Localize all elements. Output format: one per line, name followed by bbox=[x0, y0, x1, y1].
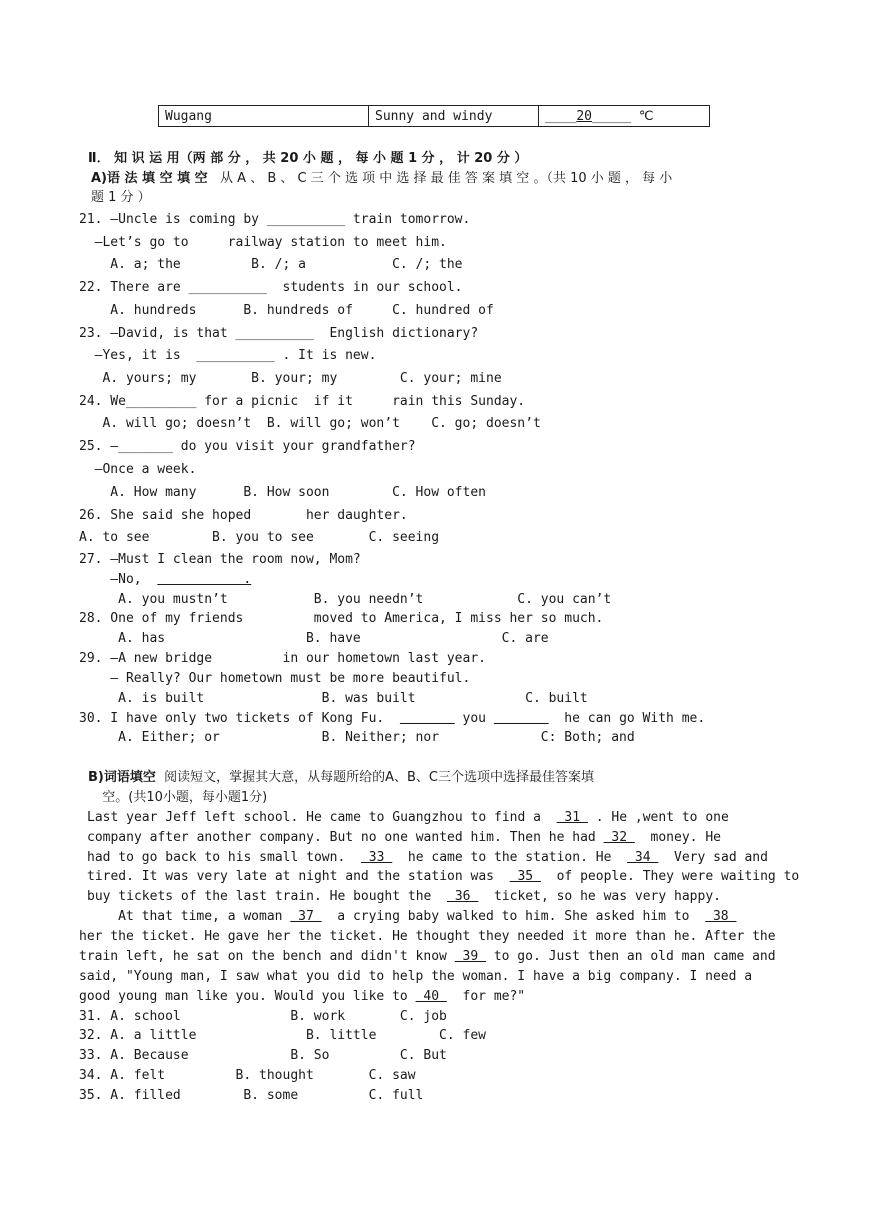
option-line-32: 32. A. a little B. little C. few bbox=[79, 1028, 486, 1043]
question-28: 28. One of my friends moved to America, I miss her so much. bbox=[79, 611, 604, 626]
temperature-cell: ____20_____ ℃ bbox=[539, 106, 710, 127]
blank-31: 31 bbox=[556, 810, 588, 825]
question-27: 27. —Must I clean the room now, Mom? bbox=[79, 552, 361, 567]
answer-blank: . bbox=[157, 572, 252, 587]
question-22: 22. There are __________ students in our school. bbox=[79, 280, 463, 295]
question-21: 21. —Uncle is coming by __________ train tomorrow. bbox=[79, 212, 471, 227]
question-25-options: A. How many B. How soon C. How often bbox=[79, 485, 486, 500]
question-28-options: A. has B. have C. are bbox=[79, 631, 549, 646]
question-27-options: A. you mustn’t B. you needn’t C. you can’t bbox=[79, 592, 612, 607]
question-26-options: A. to see B. you to see C. seeing bbox=[79, 530, 440, 545]
passage-line: At that time, a woman 37 a crying baby walked to him. She asked him to 38 bbox=[79, 909, 737, 924]
question-21-reply: —Let’s go to railway station to meet him. bbox=[79, 235, 447, 250]
question-24: 24. We_________ for a picnic if it rain this Sunday. bbox=[79, 394, 526, 409]
blank-36: 36 bbox=[447, 889, 479, 904]
passage-line: good young man like you. Would you like to 40 for me?" bbox=[79, 989, 526, 1004]
option-line-34: 34. A. felt B. thought C. saw bbox=[79, 1068, 416, 1083]
question-29-options: A. is built B. was built C. built bbox=[79, 691, 588, 706]
question-25: 25. —_______ do you visit your grandfather? bbox=[79, 439, 416, 454]
question-22-options: A. hundreds B. hundreds of C. hundred of bbox=[79, 303, 494, 318]
question-23-reply: —Yes, it is __________ . It is new. bbox=[79, 348, 377, 363]
blank-35: 35 bbox=[509, 869, 541, 884]
passage-line: train left, he sat on the bench and didn't know 39 to go. Just then an old man came and bbox=[79, 949, 776, 964]
passage-line: company after another company. But no one wanted him. Then he had 32 money. He bbox=[87, 830, 721, 845]
option-line-35: 35. A. filled B. some C. full bbox=[79, 1088, 424, 1103]
question-26: 26. She said she hoped her daughter. bbox=[79, 508, 408, 523]
section-b-instruction-cont: 空。(共10小题，每小题1分) bbox=[94, 790, 268, 805]
city-cell: Wugang bbox=[159, 106, 369, 127]
question-27-reply: —No, . bbox=[79, 572, 252, 587]
question-30-options: A. Either; or B. Neither; nor C: Both; and bbox=[79, 730, 635, 745]
option-line-31: 31. A. school B. work C. job bbox=[79, 1009, 447, 1024]
blank-39: 39 bbox=[454, 949, 486, 964]
weather-cell: Sunny and windy bbox=[369, 106, 539, 127]
question-29-reply: — Really? Our hometown must be more beautiful. bbox=[79, 671, 471, 686]
question-30: 30. I have only two tickets of Kong Fu. you he can go With me. bbox=[79, 711, 706, 726]
blank-32: 32 bbox=[603, 830, 635, 845]
blank-34: 34 bbox=[627, 850, 659, 865]
blank-38: 38 bbox=[705, 909, 737, 924]
question-24-options: A. will go; doesn’t B. will go; won’t C. go; doesn’t bbox=[79, 416, 541, 431]
blank-33: 33 bbox=[360, 850, 393, 865]
answer-blank bbox=[400, 711, 455, 726]
section-a-label: A)语 法 填 空 填 空 bbox=[91, 171, 208, 186]
question-25-reply: —Once a week. bbox=[79, 462, 197, 477]
passage-line: had to go back to his small town. 33 he came to the station. He 34 Very sad and bbox=[87, 850, 768, 865]
passage-line: Last year Jeff left school. He came to Guangzhou to find a 31 . He ,went to one bbox=[87, 810, 729, 825]
blank-40: 40 bbox=[415, 989, 447, 1004]
blank-37: 37 bbox=[290, 909, 322, 924]
passage-line: said, "Young man, I saw what you did to help the woman. I have a big company. I need a bbox=[79, 969, 753, 984]
answer-blank bbox=[494, 711, 549, 726]
section-a-instruction-cont: 题 1 分 ） bbox=[91, 190, 151, 205]
section-a-instruction: A)语 法 填 空 填 空 从 A 、 B 、 C 三 个 选 项 中 选 择 最 佳 答 案 填 空 。（共 10 小 题 ， 每 小 bbox=[91, 171, 673, 186]
section-b-label: B)词语填空 bbox=[88, 770, 156, 785]
section-b-instruction: B)词语填空 阅读短文，掌握其大意，从每题所给的A、B、C三个选项中选择最佳答案填 bbox=[88, 770, 595, 785]
option-line-33: 33. A. Because B. So C. But bbox=[79, 1048, 447, 1063]
passage-line: her the ticket. He gave her the ticket. He thought they needed it more than he. After the bbox=[79, 929, 776, 944]
passage-line: tired. It was very late at night and the station was 35 of people. They were waiting to bbox=[87, 869, 800, 884]
part2-heading: Ⅱ． 知 识 运 用（两 部 分 ， 共 20 小 题 ， 每 小 题 1 分 ， 计 20 分 ） bbox=[88, 151, 528, 166]
passage-line: buy tickets of the last train. He bought the 36 ticket, so he was very happy. bbox=[87, 889, 721, 904]
table-row bbox=[159, 106, 710, 127]
question-29: 29. —A new bridge in our hometown last year. bbox=[79, 651, 486, 666]
weather-table bbox=[158, 105, 710, 127]
question-23-options: A. yours; my B. your; my C. your; mine bbox=[79, 371, 502, 386]
question-23: 23. —David, is that __________ English dictionary? bbox=[79, 326, 479, 341]
question-21-options: A. a; the B. /; a C. /; the bbox=[79, 257, 463, 272]
